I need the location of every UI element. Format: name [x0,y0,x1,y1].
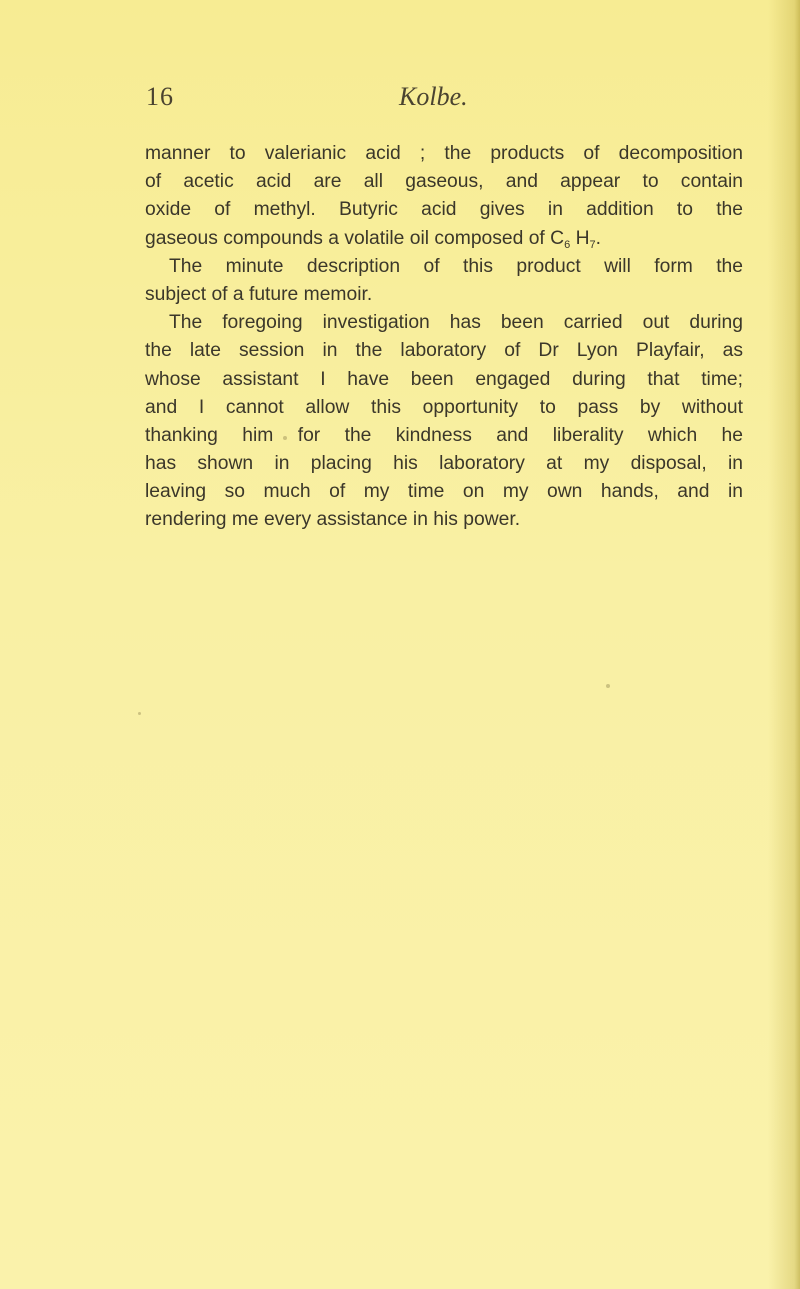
formula-punctuation: . [595,227,601,249]
formula-subscript: 7 [589,238,596,251]
text-line-fragment: gaseous compounds a volatile oil composed of C [145,227,565,249]
ink-speck [283,436,287,440]
body-text [145,140,743,535]
paragraph-1 [145,140,743,253]
text-line: oxide of methyl. Butyric acid gives in addition to the [145,199,743,221]
formula-symbol: H [575,227,590,249]
paragraph-3 [145,309,743,535]
running-title: Kolbe. [399,82,468,111]
text-line: has shown in placing his laboratory at my disposal, in [145,453,743,475]
ink-speck [138,712,141,715]
text-line: whose assistant I have been engaged during that time; [145,368,743,390]
ink-speck [606,684,610,688]
text-line: thanking him for the kindness and liberality which he [145,424,743,446]
text-line: of acetic acid are all gaseous, and appear to contain [145,171,743,193]
text-line: leaving so much of my time on my own hands, and in [145,481,743,503]
page-number: 16 [146,82,174,111]
text-line: The foregoing investigation has been carried out during [169,312,743,334]
text-line: subject of a future memoir. [145,283,373,305]
running-head [146,82,742,118]
paragraph-2 [145,253,743,309]
text-line: the late session in the laboratory of Dr Lyon Playfair, as [145,340,743,362]
text-line: manner to valerianic acid ; the products of decomposition [145,143,743,164]
text-line-formula [145,225,743,253]
text-line: The minute description of this product will form the [169,255,743,277]
formula-subscript: 6 [564,238,571,251]
text-line: rendering me every assistance in his power. [145,509,521,531]
text-line: and I cannot allow this opportunity to pass by without [145,396,743,418]
